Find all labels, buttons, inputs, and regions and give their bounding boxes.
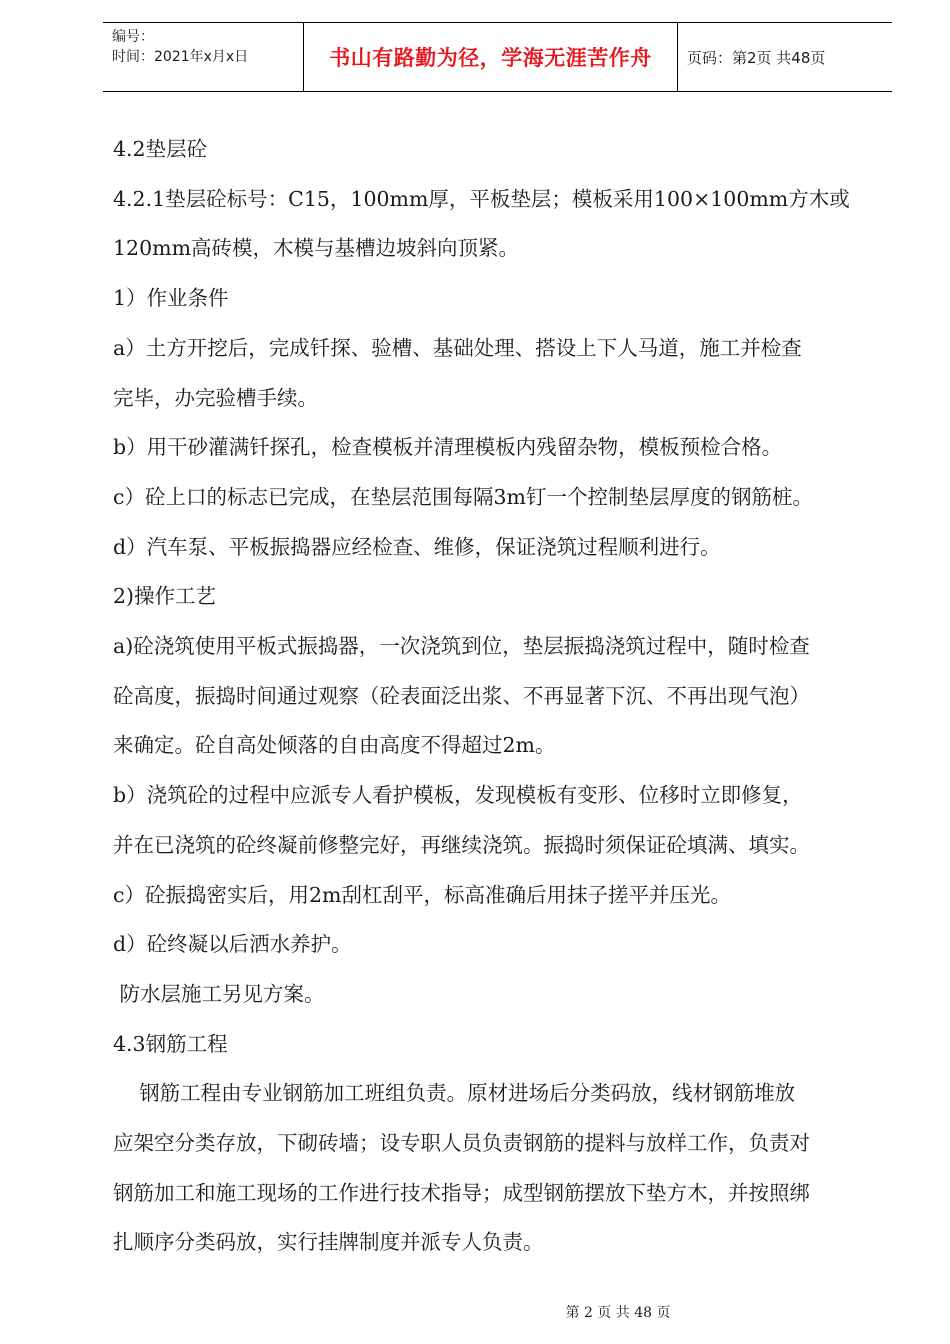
page-header [103, 22, 892, 92]
text-line: 4.2.1垫层砼标号：C15，100mm厚，平板垫层；模板采用100×100mm方木或 [113, 186, 850, 211]
text-line: 钢筋加工和施工现场的工作进行技术指导；成型钢筋摆放下垫方木，并按照绑 [113, 1180, 810, 1205]
text-line: d）汽车泵、平板振捣器应经检查、维修，保证浇筑过程顺利进行。 [113, 534, 721, 559]
text-line: 扎顺序分类码放，实行挂牌制度并派专人负责。 [113, 1230, 544, 1255]
footer-page-number: 第 2 页 共 48 页 [565, 1305, 671, 1321]
header-page-info: 页码：第2页 共48页 [687, 48, 826, 67]
header-motto: 书山有路勤为径，学海无涯苦作舟 [329, 46, 652, 70]
document-body [113, 125, 888, 1268]
document-date: 时间：2021年x月x日 [112, 49, 249, 65]
section-heading: 4.3钢筋工程 [113, 1031, 228, 1056]
text-line: 应架空分类存放，下砌砖墙；设专职人员负责钢筋的提料与放样工作，负责对 [113, 1131, 810, 1156]
section-heading: 4.2垫层砼 [113, 137, 208, 161]
text-line: c）砼上口的标志已完成，在垫层范围每隔3m钉一个控制垫层厚度的钢筋桩。 [113, 484, 813, 509]
page-footer [0, 1302, 950, 1322]
text-line: b）浇筑砼的过程中应派专人看护模板，发现模板有变形、位移时立即修复， [113, 783, 803, 808]
subsection-heading: 2)操作工艺 [113, 584, 217, 609]
text-line: 钢筋工程由专业钢筋加工班组负责。原材进场后分类码放，线材钢筋堆放 [113, 1081, 796, 1106]
text-line: c）砼振捣密实后，用2m刮杠刮平，标高准确后用抹子搓平并压光。 [113, 882, 731, 907]
header-motto-cell [304, 23, 678, 91]
text-line: d）砼终凝以后洒水养护。 [113, 932, 352, 957]
text-line: 砼高度，振捣时间通过观察（砼表面泛出浆、不再显著下沉、不再出现气泡） [113, 683, 810, 708]
text-line: a）土方开挖后，完成钎探、验槽、基础处理、搭设上下人马道，施工并检查 [113, 335, 802, 360]
document-number-label: 编号： [112, 29, 154, 45]
text-line: a)砼浇筑使用平板式振捣器，一次浇筑到位，垫层振捣浇筑过程中，随时检查 [113, 634, 810, 659]
text-line: 来确定。砼自高处倾落的自由高度不得超过2m。 [113, 733, 556, 758]
header-page-cell [678, 23, 892, 91]
subsection-heading: 1）作业条件 [113, 286, 229, 311]
header-meta [103, 23, 304, 91]
text-line: b）用干砂灌满钎探孔，检查模板并清理模板内残留杂物，模板预检合格。 [113, 435, 783, 460]
text-line: 完毕，办完验槽手续。 [113, 385, 318, 410]
text-line: 120mm高砖模，木模与基槽边坡斜向顶紧。 [113, 236, 520, 261]
text-line: 防水层施工另见方案。 [113, 981, 325, 1006]
text-line: 并在已浇筑的砼终凝前修整完好，再继续浇筑。振捣时须保证砼填满、填实。 [113, 832, 810, 857]
